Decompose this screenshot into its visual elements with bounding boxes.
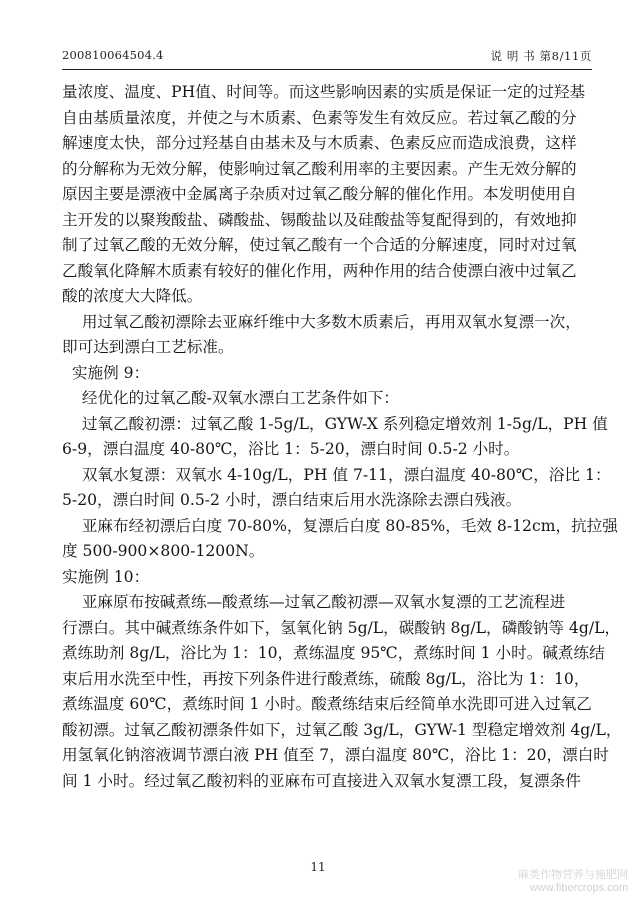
body-line: 6-9，漂白温度 40-80℃，浴比 1：5-20，漂白时间 0.5-2 小时。 [62, 440, 520, 458]
body-line: 行漂白。其中碱煮练条件如下，氢氧化钠 5g/L，碳酸钠 8g/L，磷酸钠等 4g/L， [62, 618, 621, 637]
body-text [62, 80, 622, 794]
body-line: 自由基质量浓度，并使之与木质素、色素等发生有效反应。若过氧乙酸的分 [62, 108, 577, 127]
body-line: 用氢氧化钠溶液调节漂白液 PH 值至 7，漂白温度 80℃，浴比 1：20，漂白时 [62, 746, 609, 764]
watermark-site-url: www.fibercrops.com [529, 882, 628, 894]
watermark-site-name: 麻类作物营养与施肥网 [518, 869, 628, 881]
body-line: 的分解称为无效分解，使影响过氧乙酸利用率的主要因素。产生无效分解的 [62, 159, 577, 178]
body-line: 用过氧乙酸初漂除去亚麻纤维中大多数木质素后，再用双氧水复漂一次， [62, 312, 581, 331]
body-line: 间 1 小时。经过氧乙酸初料的亚麻布可直接进入双氧水复漂工段，复漂条件 [62, 771, 581, 790]
body-line: 实施例 10： [62, 567, 150, 586]
page-header [62, 48, 592, 66]
header-section-and-page: 说 明 书 第8/11页 [490, 49, 592, 63]
body-line: 过氧乙酸初漂：过氧乙酸 1-5g/L，GYW-X 系列稳定增效剂 1-5g/L，PH 值 [62, 414, 608, 433]
body-line: 亚麻原布按碱煮练—酸煮练—过氧乙酸初漂—双氧水复漂的工艺流程进 [62, 593, 566, 611]
page-number: 11 [310, 860, 326, 874]
body-line: 制了过氧乙酸的无效分解，使过氧乙酸有一个合适的分解速度，同时对过氧 [62, 236, 577, 254]
body-line: 酸初漂。过氧乙酸初漂条件如下，过氧乙酸 3g/L，GYW-1 型稳定增效剂 4g/L， [62, 720, 622, 739]
body-line: 酸的浓度大大降低。 [62, 287, 203, 305]
body-line: 双氧水复漂：双氧水 4-10g/L，PH 值 7-11，漂白温度 40-80℃，浴比 1： [62, 465, 611, 484]
body-line: 亚麻布经初漂后白度 70-80%，复漂后白度 80-85%，毛效 8-12cm，抗拉强 [62, 516, 618, 535]
body-line: 经优化的过氧乙酸-双氧水漂白工艺条件如下： [62, 389, 399, 407]
body-line: 即可达到漂白工艺标准。 [62, 338, 234, 356]
body-line: 束后用水洗至中性，再按下列条件进行酸煮练，硫酸 8g/L，浴比为 1：10， [62, 669, 590, 688]
body-line: 煮练助剂 8g/L，浴比为 1：10，煮练温度 95℃，煮练时间 1 小时。碱煮练结 [62, 644, 605, 662]
body-line: 原因主要是漂液中金属离子杂质对过氧乙酸分解的催化作用。本发明使用自 [62, 185, 577, 203]
body-line: 量浓度、温度、PH值、时间等。而这些影响因素的实质是保证一定的过羟基 [62, 83, 586, 101]
body-line: 度 500-900×800-1200N。 [62, 542, 265, 560]
body-line: 乙酸氧化降解木质素有较好的催化作用，两种作用的结合使漂白液中过氧乙 [62, 261, 577, 280]
body-line: 解速度太快，部分过羟基自由基未及与木质素、色素反应而造成浪费，这样 [62, 134, 577, 152]
site-watermark [498, 869, 628, 895]
header-divider [62, 69, 592, 70]
body-line: 5-20，漂白时间 0.5-2 小时，漂白结束后用水洗涤除去漂白残液。 [62, 491, 522, 509]
patent-application-number: 200810064504.4 [62, 48, 164, 62]
body-line: 煮练温度 60℃，煮练时间 1 小时。酸煮练结束后经简单水洗即可进入过氧乙 [62, 695, 592, 713]
body-line: 实施例 9： [62, 363, 150, 382]
body-line: 主开发的以聚羧酸盐、磷酸盐、锡酸盐以及硅酸盐等复配得到的，有效地抑 [62, 210, 577, 229]
